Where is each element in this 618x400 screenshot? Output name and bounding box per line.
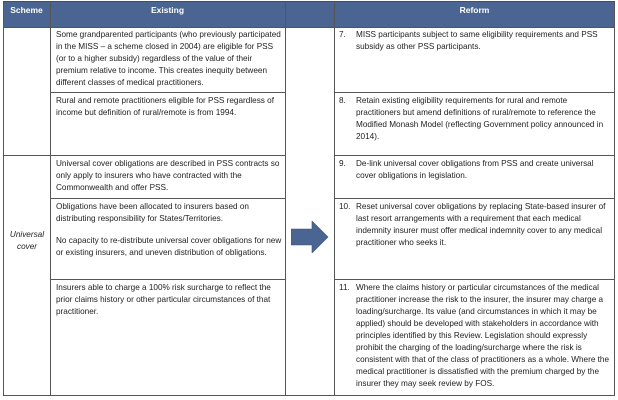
row-line-1-reform <box>334 92 615 93</box>
row-line-header <box>3 27 615 28</box>
row-line-4-reform <box>334 279 615 280</box>
existing-text: Rural and remote practitioners eligible for PSS regardless of income but definition of rural/remote is from 1994. <box>56 96 274 117</box>
existing-cell-5 <box>56 282 282 318</box>
row-line-2-reform <box>334 155 615 156</box>
reform-comparison-table <box>3 1 615 396</box>
row-line-4-existing <box>50 279 285 280</box>
reform-number: 7. <box>339 30 346 39</box>
reform-text: Where the claims history or particular circumstances of the medical practitioner increase the risk to the insurer, the insurer may charge a loading/surcharge. Its value (and circumstances in which it may be applied) should be developed with stakeholders in accordance with principles identified by this Review. Legislation should expressly prohibit the charging of the loading/surcharge where the risk is consistent with that of the class of practitioners as a whole. Where the medical practitioner is dissatisfied with the premium charged by the insurer they may seek review by FOS. <box>356 283 610 388</box>
reform-text: De-link universal cover obligations from PSS and create universal cover obligations in legislation. <box>356 159 594 180</box>
row-line-2-left <box>3 155 285 156</box>
existing-text: Obligations have been allocated to insurers based on distributing responsibility for States/Territories. <box>56 202 249 223</box>
scheme-label-line2: cover <box>16 242 38 251</box>
reform-item-8 <box>339 95 611 143</box>
reform-item-9 <box>339 158 611 182</box>
row-line-3-reform <box>334 198 615 199</box>
reform-number: 9. <box>339 159 346 168</box>
header-scheme: Scheme <box>3 1 50 27</box>
scheme-label-universal-cover <box>4 229 50 253</box>
reform-number: 8. <box>339 96 346 105</box>
scheme-label-line1: Universal <box>9 230 45 239</box>
border-left <box>3 1 4 396</box>
row-line-3-existing <box>50 198 285 199</box>
border-bottom <box>3 395 615 396</box>
existing-text: No capacity to re-distribute universal cover obligations for new or existing insurers, and uneven distribution of obligations. <box>56 236 282 257</box>
reform-item-10 <box>339 201 611 249</box>
existing-text: Insurers able to charge a 100% risk surcharge to reflect the prior claims history or other particular circumstances of that practitioner. <box>56 283 271 316</box>
row-line-1-existing <box>50 92 285 93</box>
existing-cell-3 <box>56 158 282 194</box>
col-divider-existing <box>285 1 286 396</box>
existing-cell-1 <box>56 29 282 89</box>
existing-text: Universal cover obligations are described in PSS contracts so only apply to insurers who have contracted with the Commonwealth and offer PSS. <box>56 159 280 192</box>
header-reform: Reform <box>334 1 615 27</box>
reform-number: 10. <box>339 202 351 211</box>
reform-text: MISS participants subject to same eligibility requirements and PSS subsidy as other PSS participants. <box>356 30 598 51</box>
reform-text: Reset universal cover obligations by replacing State-based insurer of last resort arrangements with a requirement that each medical indemnity insurer must offer medical indemnity cover to any medical practitioner who seeks it. <box>356 202 606 247</box>
existing-cell-2 <box>56 95 282 119</box>
header-existing: Existing <box>50 1 285 27</box>
reform-text: Retain existing eligibility requirements for rural and remote practitioners but amend definitions of rural/remote to reference the Modified Monash Model (reflecting Government policy announced in 2014). <box>356 96 604 141</box>
right-arrow-icon <box>291 221 329 253</box>
existing-text: Some grandparented participants (who previously participated in the MISS – a scheme closed in 2004) are eligible for PSS (or to a higher subsidy) regardless of the value of their premium relative to income. This creates inequity between different classes of medical practitioners. <box>56 30 281 87</box>
reform-item-7 <box>339 29 611 53</box>
reform-number: 11. <box>339 283 350 292</box>
existing-cell-4 <box>56 201 282 259</box>
reform-item-11 <box>339 282 611 390</box>
border-top <box>3 1 615 2</box>
header-arrow-column <box>285 1 334 27</box>
